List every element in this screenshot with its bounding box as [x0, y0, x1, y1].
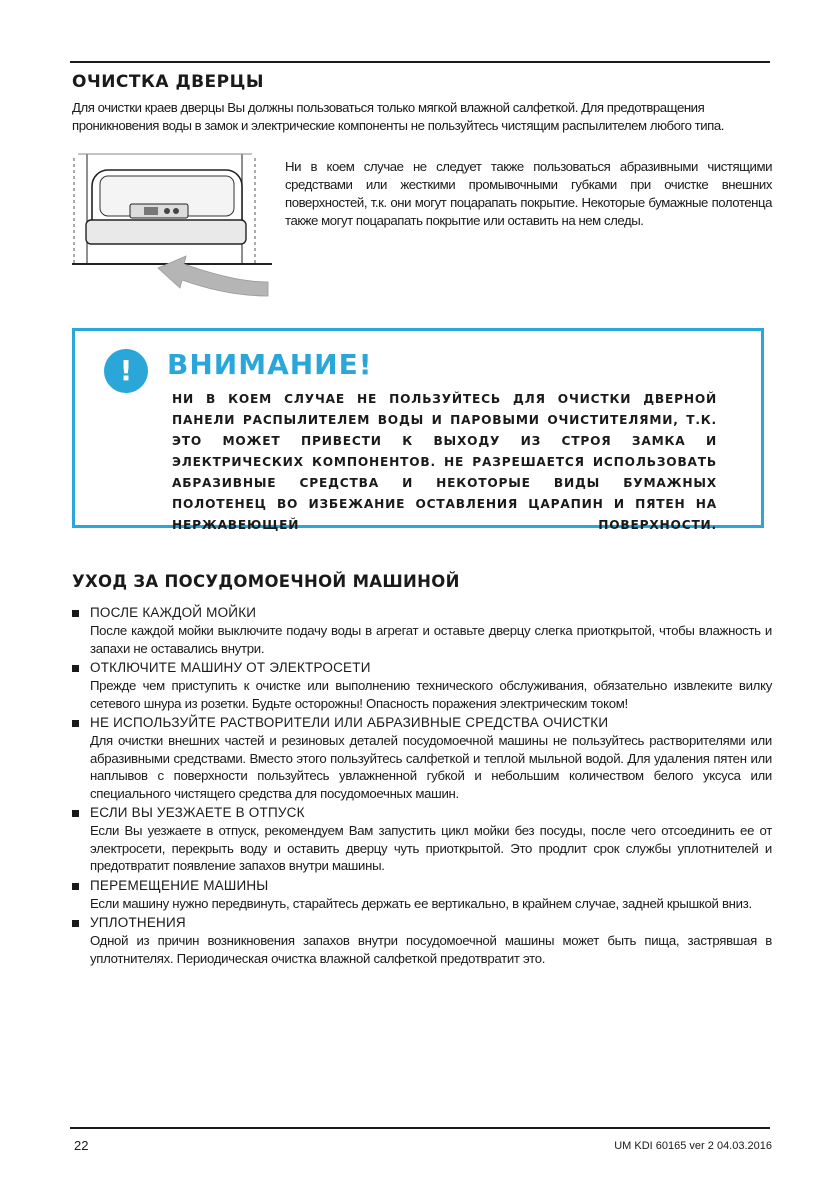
care-item-body: После каждой мойки выключите подачу воды в агрегат и оставьте дверцу слегка приоткрытой, чтобы влажность и запахи не оставались внутри. — [90, 623, 772, 656]
care-item-heading: УПЛОТНЕНИЯ — [72, 914, 772, 932]
section-title-door-cleaning: ОЧИСТКА ДВЕРЦЫ — [72, 72, 265, 92]
exclamation-icon: ! — [104, 349, 148, 393]
care-item-body: Прежде чем приступить к очистке или выполнению технического обслуживания, обязательно извлеките вилку сетевого шнура из розетки. Будьте осторожны! Опасность поражения электрическим током! — [90, 678, 772, 711]
care-item-heading: ПЕРЕМЕЩЕНИЕ МАШИНЫ — [72, 877, 772, 895]
section-title-care: УХОД ЗА ПОСУДОМОЕЧНОЙ МАШИНОЙ — [72, 572, 460, 591]
door-cleaning-intro: Для очистки краев дверцы Вы должны пользоваться только мягкой влажной салфеткой. Для предотвращения проникновения воды в замок и электрические компоненты не пользуйтесь чистящим распылителем любого типа. — [72, 100, 724, 133]
warning-title: ВНИМАНИЕ! — [167, 348, 373, 381]
care-list — [72, 604, 772, 969]
care-item-heading: ЕСЛИ ВЫ УЕЗЖАЕТЕ В ОТПУСК — [72, 804, 772, 822]
door-cleaning-illustration — [72, 152, 272, 300]
care-item-body: Если машину нужно передвинуть, старайтесь держать ее вертикально, в крайнем случае, задней крышкой вниз. — [90, 895, 752, 911]
care-item-heading: НЕ ИСПОЛЬЗУЙТЕ РАСТВОРИТЕЛИ ИЛИ АБРАЗИВНЫЕ СРЕДСТВА ОЧИСТКИ — [72, 714, 772, 732]
care-item-heading: ОТКЛЮЧИТЕ МАШИНУ ОТ ЭЛЕКТРОСЕТИ — [72, 659, 772, 677]
page-number: 22 — [74, 1138, 89, 1153]
footer-rule — [70, 1127, 770, 1129]
door-cleaning-side-text: Ни в коем случае не следует также пользоваться абразивными чистящими средствами или жесткими промывочными губками при очистке внешних поверхностей, т.к. они могут поцарапать покрытие. Некоторые бумажные полотенца также могут поцарапать покрытие или оставить на нем следы. — [285, 159, 772, 228]
care-item-body: Одной из причин возникновения запахов внутри посудомоечной машины может быть пища, застрявшая в уплотнителях. Периодическая очистка влажной салфеткой предотвратит это. — [90, 933, 772, 966]
care-item-body: Если Вы уезжаете в отпуск, рекомендуем Вам запустить цикл мойки без посуды, после чего отсоединить ее от электросети, перекрыть воду и оставить дверцу чуть приоткрытой. Это продлит срок службы уплотнителей и предотвратит появление запахов внутри машины. — [90, 823, 772, 873]
top-rule — [70, 61, 770, 63]
document-id: UM KDI 60165 ver 2 04.03.2016 — [614, 1140, 772, 1152]
care-item-heading: ПОСЛЕ КАЖДОЙ МОЙКИ — [72, 604, 772, 622]
warning-text: НИ В КОЕМ СЛУЧАЕ НЕ ПОЛЬЗУЙТЕСЬ ДЛЯ ОЧИСТКИ ДВЕРНОЙ ПАНЕЛИ РАСПЫЛИТЕЛЕМ ВОДЫ И ПАРОВЫМИ ОЧИСТИТЕЛЯМИ, Т.К. ЭТО МОЖЕТ ПРИВЕСТИ К ВЫХОДУ ИЗ СТРОЯ ЗАМКА И ЭЛЕКТРИЧЕСКИХ КОМПОНЕНТОВ. НЕ РАЗРЕШАЕТСЯ ИСПОЛЬЗОВАТЬ АБРАЗИВНЫЕ СРЕДСТВА И НЕКОТОРЫЕ ВИДЫ БУМАЖНЫХ ПОЛОТЕНЕЦ ВО ИЗБЕЖАНИЕ ОСТАВЛЕНИЯ ЦАРАПИН И ПЯТЕН НА НЕРЖАВЕЮЩЕЙ ПОВЕРХНОСТИ. — [172, 392, 717, 532]
care-item-body: Для очистки внешних частей и резиновых деталей посудомоечной машины не пользуйтесь растворителями или абразивными средствами. Вместо этого пользуйтесь салфеткой и теплой мыльной водой. Для удаления пятен или наплывов с поверхности пользуйтесь увлажненной губкой и небольшим количеством белого уксуса или специального чистящего средства для посудомоечных машин. — [90, 733, 772, 801]
